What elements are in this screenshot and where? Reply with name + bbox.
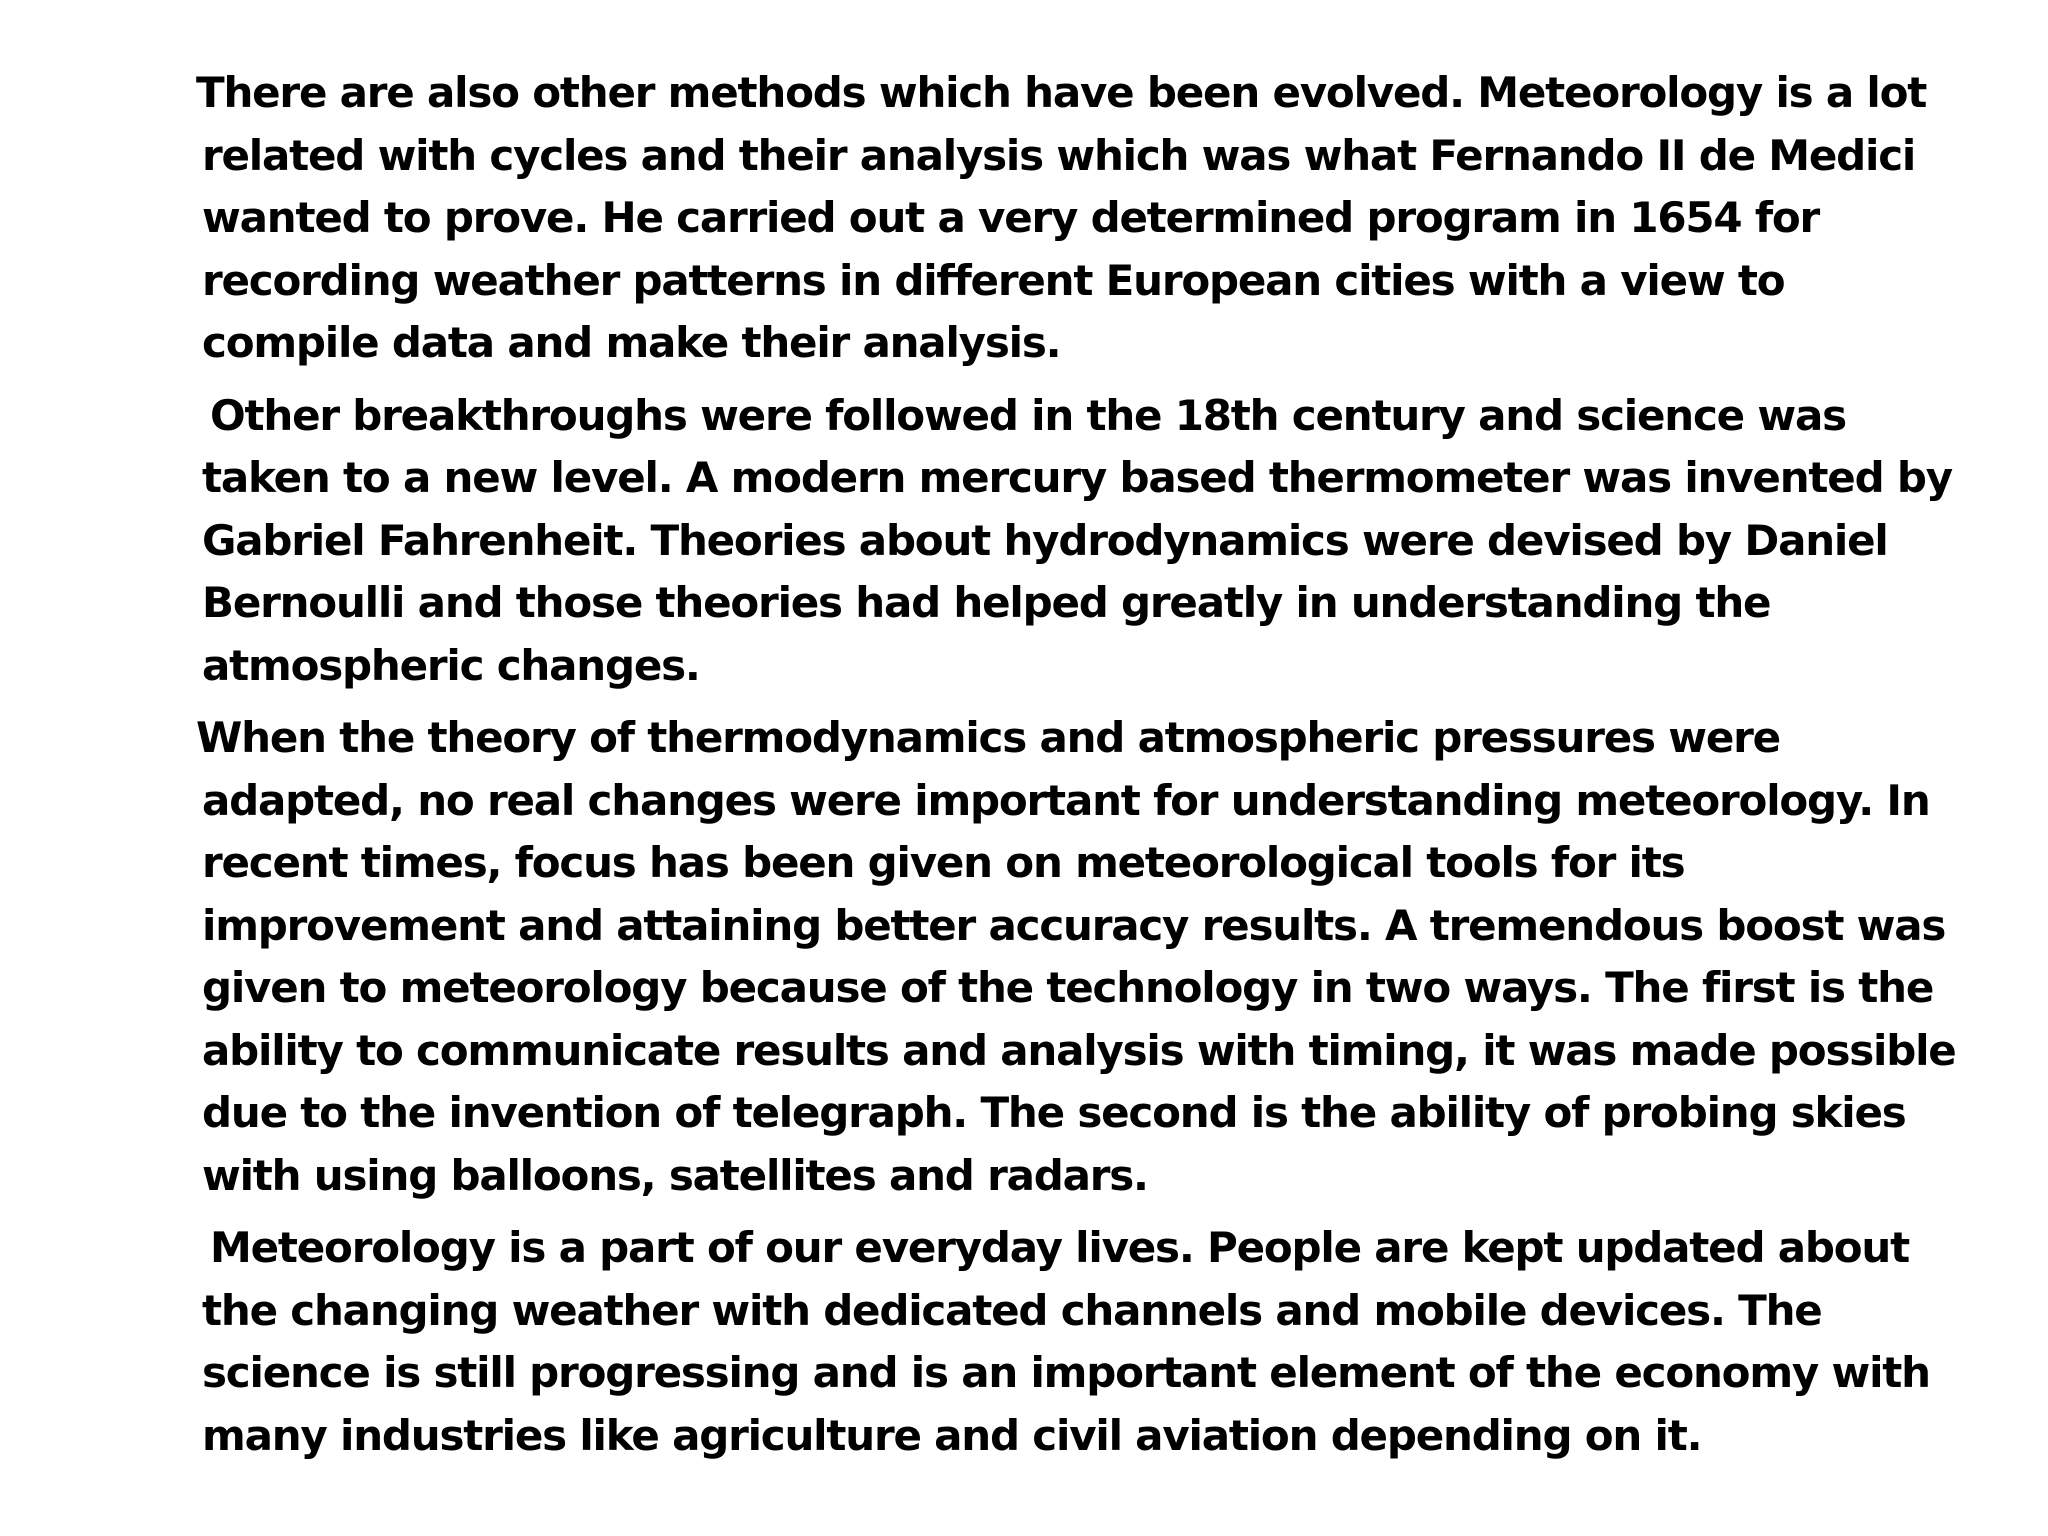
text-body — [196, 62, 1956, 1467]
paragraph-line: many industries like agriculture and civil aviation depending on it. — [202, 1410, 1702, 1460]
paragraph-methods — [196, 62, 1927, 375]
paragraph-line: the changing weather with dedicated channels and mobile devices. The — [202, 1285, 1822, 1335]
paragraph-everyday — [196, 1217, 1930, 1467]
paragraph-line: recent times, focus has been given on meteorological tools for its — [202, 838, 1685, 887]
paragraph-line: given to meteorology because of the technology in two ways. The first is the — [202, 963, 1934, 1012]
paragraph-line: There are also other methods which have been evolved. Meteorology is a lot — [196, 68, 1927, 117]
paragraph-line: science is still progressing and is an important element of the economy with — [202, 1348, 1930, 1397]
paragraph-line: Meteorology is a part of our everyday lives. People are kept updated about — [210, 1223, 1909, 1272]
paragraph-thermodynamics — [196, 707, 1956, 1207]
paragraph-line: taken to a new level. A modern mercury based thermometer was invented by — [202, 453, 1952, 502]
paragraph-line: improvement and attaining better accuracy results. A tremendous boost was — [202, 900, 1946, 950]
paragraph-line: with using balloons, satellites and radars. — [202, 1150, 1148, 1200]
paragraph-line: Gabriel Fahrenheit. Theories about hydrodynamics were devised by Daniel — [202, 515, 1888, 565]
paragraph-line: due to the invention of telegraph. The second is the ability of probing skies — [202, 1088, 1906, 1137]
paragraph-line: Bernoulli and those theories had helped greatly in understanding the — [202, 578, 1771, 627]
paragraph-line: atmospheric changes. — [202, 640, 700, 690]
paragraph-breakthroughs — [196, 385, 1952, 698]
paragraph-line: adapted, no real changes were important for understanding meteorology. In — [202, 775, 1930, 825]
paragraph-line: When the theory of thermodynamics and atmospheric pressures were — [196, 713, 1780, 762]
paragraph-line: ability to communicate results and analysis with timing, it was made possible — [202, 1025, 1956, 1075]
paragraph-line: compile data and make their analysis. — [202, 318, 1061, 367]
paragraph-line: related with cycles and their analysis which was what Fernando II de Medici — [202, 130, 1916, 180]
paragraph-line: wanted to prove. He carried out a very determined program in 1654 for — [202, 193, 1820, 242]
paragraph-line: recording weather patterns in different European cities with a view to — [202, 255, 1785, 305]
paragraph-line: Other breakthroughs were followed in the 18th century and science was — [210, 390, 1846, 440]
